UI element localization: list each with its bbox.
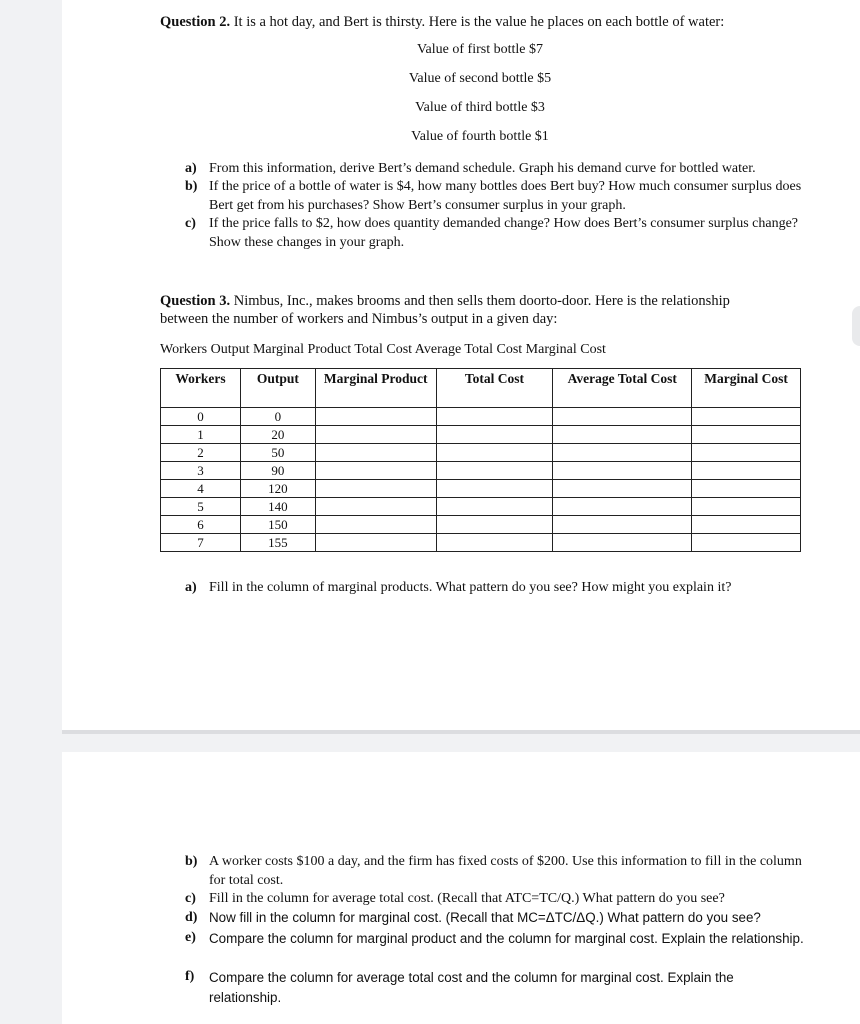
col-header-average-total-cost: Average Total Cost bbox=[553, 369, 692, 408]
question-2-heading bbox=[160, 13, 724, 31]
col-header-marginal-cost: Marginal Cost bbox=[692, 369, 801, 408]
workers-cell: 5 bbox=[161, 498, 241, 516]
average-total-cost-cell bbox=[553, 426, 692, 444]
col-header-total-cost: Total Cost bbox=[436, 369, 553, 408]
bottle-value-1: Value of first bottle $7 bbox=[417, 42, 543, 57]
marginal-cost-cell bbox=[692, 462, 801, 480]
question-3-heading bbox=[160, 292, 770, 328]
q3-part-c bbox=[185, 890, 805, 909]
q2-part-c-label: c) bbox=[185, 216, 196, 231]
table-row bbox=[161, 534, 801, 552]
average-total-cost-cell bbox=[553, 444, 692, 462]
cost-table bbox=[160, 368, 801, 552]
table-row bbox=[161, 516, 801, 534]
q3-part-e bbox=[185, 929, 805, 949]
bottle-value-3: Value of third bottle $3 bbox=[415, 100, 545, 115]
table-header-row bbox=[161, 369, 801, 408]
average-total-cost-cell bbox=[553, 462, 692, 480]
q3-part-b bbox=[185, 853, 805, 890]
total-cost-cell bbox=[436, 426, 553, 444]
q3-part-e-text: Compare the column for marginal product and the column for marginal cost. Explain the relationship. bbox=[209, 931, 804, 946]
col-header-marginal-product: Marginal Product bbox=[315, 369, 436, 408]
marginal-product-cell bbox=[315, 516, 436, 534]
q2-part-b-label: b) bbox=[185, 179, 198, 194]
question-2-intro: It is a hot day, and Bert is thirsty. Here is the value he places on each bottle of water: bbox=[230, 14, 725, 30]
q3-part-d bbox=[185, 909, 805, 928]
output-cell: 20 bbox=[240, 426, 315, 444]
marginal-product-cell bbox=[315, 408, 436, 426]
marginal-cost-cell bbox=[692, 444, 801, 462]
average-total-cost-cell bbox=[553, 498, 692, 516]
col-header-output: Output bbox=[240, 369, 315, 408]
q2-part-a bbox=[185, 160, 805, 179]
q3-part-c-text: Fill in the column for average total cost. (Recall that ATC=TC/Q.) What pattern do you see? bbox=[209, 891, 725, 906]
marginal-cost-cell bbox=[692, 498, 801, 516]
page-divider bbox=[62, 730, 860, 734]
output-cell: 50 bbox=[240, 444, 315, 462]
output-cell: 150 bbox=[240, 516, 315, 534]
marginal-cost-cell bbox=[692, 426, 801, 444]
q3-part-b-text: A worker costs $100 a day, and the firm has fixed costs of $200. Use this information to fill in the column for total cost. bbox=[209, 854, 802, 888]
total-cost-cell bbox=[436, 444, 553, 462]
marginal-product-cell bbox=[315, 480, 436, 498]
marginal-product-cell bbox=[315, 426, 436, 444]
q2-part-a-text: From this information, derive Bert’s demand schedule. Graph his demand curve for bottled water. bbox=[209, 161, 756, 176]
table-row bbox=[161, 426, 801, 444]
q3-part-d-text: Now fill in the column for marginal cost. (Recall that MC=ΔTC/ΔQ.) What pattern do you see? bbox=[209, 910, 761, 925]
q2-part-a-label: a) bbox=[185, 161, 197, 176]
output-cell: 90 bbox=[240, 462, 315, 480]
q3-part-a-text: Fill in the column of marginal products. What pattern do you see? How might you explain it? bbox=[209, 580, 732, 595]
bottle-value-4: Value of fourth bottle $1 bbox=[411, 129, 549, 144]
marginal-cost-cell bbox=[692, 516, 801, 534]
q3-part-e-label: e) bbox=[185, 930, 196, 945]
q2-part-b-text: If the price of a bottle of water is $4, how many bottles does Bert buy? How much consumer surplus does Bert get from his purchases? Show Bert’s consumer surplus in your graph. bbox=[209, 179, 802, 213]
total-cost-cell bbox=[436, 408, 553, 426]
average-total-cost-cell bbox=[553, 534, 692, 552]
workers-cell: 6 bbox=[161, 516, 241, 534]
workers-cell: 0 bbox=[161, 408, 241, 426]
marginal-product-cell bbox=[315, 462, 436, 480]
table-row bbox=[161, 480, 801, 498]
marginal-cost-cell bbox=[692, 480, 801, 498]
q3-part-b-label: b) bbox=[185, 854, 198, 869]
workers-cell: 4 bbox=[161, 480, 241, 498]
q3-part-f-text: Compare the column for average total cost and the column for marginal cost. Explain the relationship. bbox=[209, 970, 734, 1005]
bottle-value-2: Value of second bottle $5 bbox=[408, 71, 552, 86]
question-2-number: Question 2. bbox=[160, 14, 231, 30]
output-cell: 155 bbox=[240, 534, 315, 552]
table-row bbox=[161, 498, 801, 516]
q3-part-a bbox=[185, 579, 805, 598]
total-cost-cell bbox=[436, 516, 553, 534]
question-3-number: Question 3. bbox=[160, 293, 231, 309]
workers-cell: 1 bbox=[161, 426, 241, 444]
average-total-cost-cell bbox=[553, 516, 692, 534]
marginal-product-cell bbox=[315, 444, 436, 462]
total-cost-cell bbox=[436, 498, 553, 516]
workers-cell: 7 bbox=[161, 534, 241, 552]
table-header-line: Workers Output Marginal Product Total Cost Average Total Cost Marginal Cost bbox=[160, 342, 606, 357]
table-row bbox=[161, 444, 801, 462]
output-cell: 140 bbox=[240, 498, 315, 516]
table-row bbox=[161, 462, 801, 480]
output-cell: 120 bbox=[240, 480, 315, 498]
table-row bbox=[161, 408, 801, 426]
q3-part-a-label: a) bbox=[185, 580, 197, 595]
scroll-handle[interactable] bbox=[852, 306, 860, 346]
marginal-cost-cell bbox=[692, 408, 801, 426]
workers-cell: 2 bbox=[161, 444, 241, 462]
question-3-intro: Nimbus, Inc., makes brooms and then sells them doorto-door. Here is the relationship between the number of workers and Nimbus’s output in a given day: bbox=[160, 293, 730, 327]
q3-part-d-label: d) bbox=[185, 910, 198, 925]
total-cost-cell bbox=[436, 480, 553, 498]
marginal-product-cell bbox=[315, 498, 436, 516]
q3-part-f-label: f) bbox=[185, 969, 195, 984]
q3-part-f bbox=[185, 968, 805, 1007]
q3-part-c-label: c) bbox=[185, 891, 196, 906]
col-header-workers: Workers bbox=[161, 369, 241, 408]
total-cost-cell bbox=[436, 462, 553, 480]
output-cell: 0 bbox=[240, 408, 315, 426]
marginal-cost-cell bbox=[692, 534, 801, 552]
average-total-cost-cell bbox=[553, 408, 692, 426]
workers-cell: 3 bbox=[161, 462, 241, 480]
total-cost-cell bbox=[436, 534, 553, 552]
average-total-cost-cell bbox=[553, 480, 692, 498]
marginal-product-cell bbox=[315, 534, 436, 552]
q2-part-c-text: If the price falls to $2, how does quantity demanded change? How does Bert’s consumer surplus change? Show these changes in your graph. bbox=[209, 216, 798, 250]
q2-part-c bbox=[185, 215, 805, 252]
q2-part-b bbox=[185, 178, 805, 215]
